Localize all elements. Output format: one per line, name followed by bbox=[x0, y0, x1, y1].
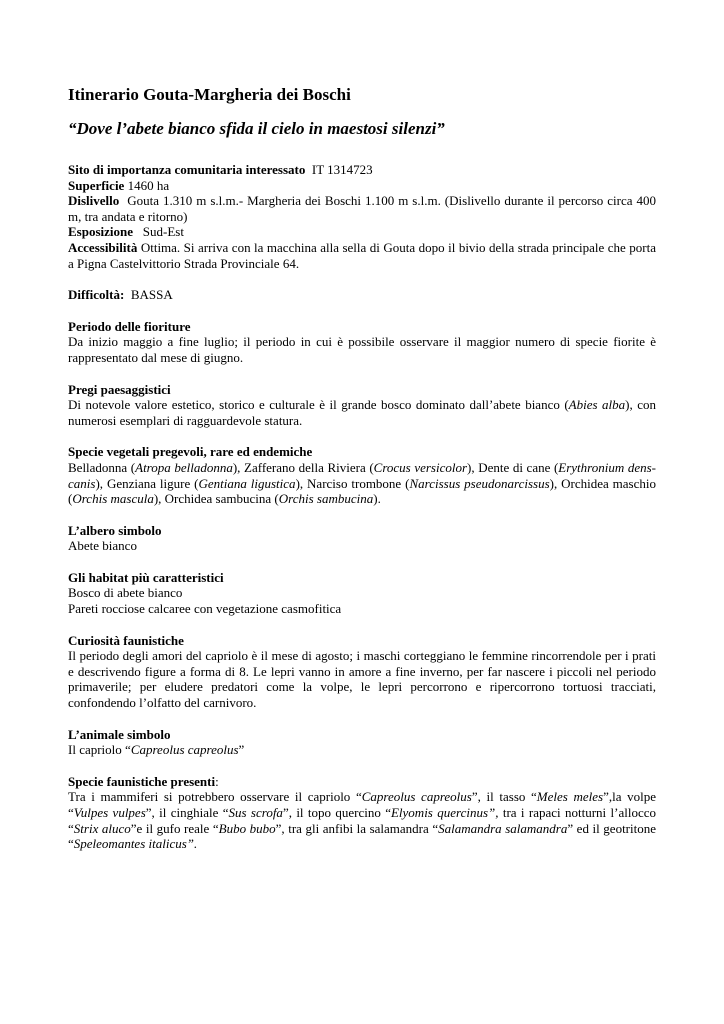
sito-value: IT 1314723 bbox=[311, 162, 373, 177]
specie-vegetali-text: Belladonna (Atropa belladonna), Zafferano della Riviera (Crocus versicolor), Dente di cane (Erythronium dens-canis), Genziana ligure (Gentiana ligustica), Narciso trombone (Narcissus pseudonarcissus), Orchidea maschio (Orchis mascula), Orchidea sambucina (Orchis sambucina). bbox=[68, 459, 656, 507]
esposizione-value: Sud-Est bbox=[142, 224, 184, 240]
specie-faunistiche-heading: Specie faunistiche presenti bbox=[68, 773, 216, 789]
specie-faunistiche-text: Tra i mammiferi si potrebbero osservare il capriolo “Capreolus capreolus”, il tasso “Meles meles”,la volpe “Vulpes vulpes”, il cinghiale “Sus scrofa”, il topo quercino “Elyomis quercinus”, tra i rapaci notturni l’allocco “Strix aluco”e il gufo reale “Bubo bubo”, tra gli anfibi la salamandra “Salamandra salamandra” ed il geotritone “Speleomantes italicus”. bbox=[68, 789, 657, 852]
fioriture-text: Da inizio maggio a fine luglio; il periodo in cui è possibile osservare il maggior numero di specie fiorite è rappresentato dal mese di giugno. bbox=[68, 334, 656, 365]
fioriture-heading: Periodo delle fioriture bbox=[68, 318, 191, 334]
fioriture-block bbox=[68, 319, 656, 366]
accessibilita-row bbox=[68, 240, 656, 271]
albero-value: Abete bianco bbox=[68, 538, 137, 554]
animale-block bbox=[68, 727, 656, 758]
curiosita-heading: Curiosità faunistiche bbox=[68, 632, 184, 648]
esposizione-row bbox=[68, 224, 656, 240]
specie-faunistiche-block bbox=[68, 774, 656, 852]
superficie-value: 1460 ha bbox=[127, 177, 170, 193]
difficolta-value: BASSA bbox=[130, 287, 173, 303]
dislivello-value: Gouta 1.310 m s.l.m.- Margheria dei Boschi 1.100 m s.l.m. (Dislivello durante il percorso circa 400 m, tra andata e ritorno) bbox=[68, 193, 657, 224]
habitat-block bbox=[68, 570, 656, 617]
pregi-text: Di notevole valore estetico, storico e culturale è il grande bosco dominato dall’abete bianco (Abies alba), con numerosi esemplari di ragguardevole statura. bbox=[68, 397, 656, 428]
document-page bbox=[68, 84, 656, 852]
dislivello-label: Dislivello bbox=[68, 193, 120, 209]
habitat-item-1: Bosco di abete bianco bbox=[68, 585, 183, 601]
difficolta-label: Difficoltà: bbox=[68, 287, 125, 303]
specie-faunistiche-heading-row: Specie faunistiche presenti: bbox=[68, 773, 219, 789]
curiosita-block bbox=[68, 633, 656, 711]
info-block bbox=[68, 162, 656, 271]
accessibilita-value: Ottima. Si arriva con la macchina alla sella di Gouta dopo il bivio della strada principale che porta a Pigna Castelvittorio Strada Provinciale 64. bbox=[68, 239, 656, 271]
animale-heading: L’animale simbolo bbox=[68, 726, 171, 742]
specie-vegetali-heading: Specie vegetali pregevoli, rare ed endemiche bbox=[68, 444, 313, 460]
albero-heading: L’albero simbolo bbox=[68, 522, 162, 538]
pregi-block bbox=[68, 382, 656, 429]
specie-vegetali-block bbox=[68, 444, 656, 506]
sito-label: Sito di importanza comunitaria interessato bbox=[68, 162, 306, 177]
document-title: Itinerario Gouta-Margheria dei Boschi bbox=[68, 85, 351, 104]
animale-text: Il capriolo “Capreolus capreolus” bbox=[68, 742, 245, 758]
superficie-label: Superficie bbox=[68, 177, 125, 193]
pregi-heading: Pregi paesaggistici bbox=[68, 381, 171, 397]
document-quote: “Dove l’abete bianco sfida il cielo in maestosi silenzi” bbox=[68, 119, 445, 138]
dislivello-row bbox=[68, 193, 656, 224]
habitat-item-2: Pareti rocciose calcaree con vegetazione casmofitica bbox=[68, 601, 342, 617]
sito-row bbox=[68, 162, 656, 178]
habitat-heading: Gli habitat più caratteristici bbox=[68, 569, 224, 585]
accessibilita-label: Accessibilità bbox=[68, 239, 138, 255]
albero-block bbox=[68, 523, 656, 554]
superficie-row bbox=[68, 178, 656, 194]
esposizione-label: Esposizione bbox=[68, 224, 134, 240]
curiosita-text: Il periodo degli amori del capriolo è il mese di agosto; i maschi corteggiano le femmine rincorrendole per i prati e descrivendo figure a forma di 8. Le lepri vanno in amore a fine inverno, per far nascere i piccoli nel periodo primaverile; per eludere predatori come la volpe, le lepri percorrono e ripercorrono tortuosi tracciati, confondendo l’olfatto del carnivoro. bbox=[68, 648, 656, 711]
difficolta-block bbox=[68, 287, 656, 303]
